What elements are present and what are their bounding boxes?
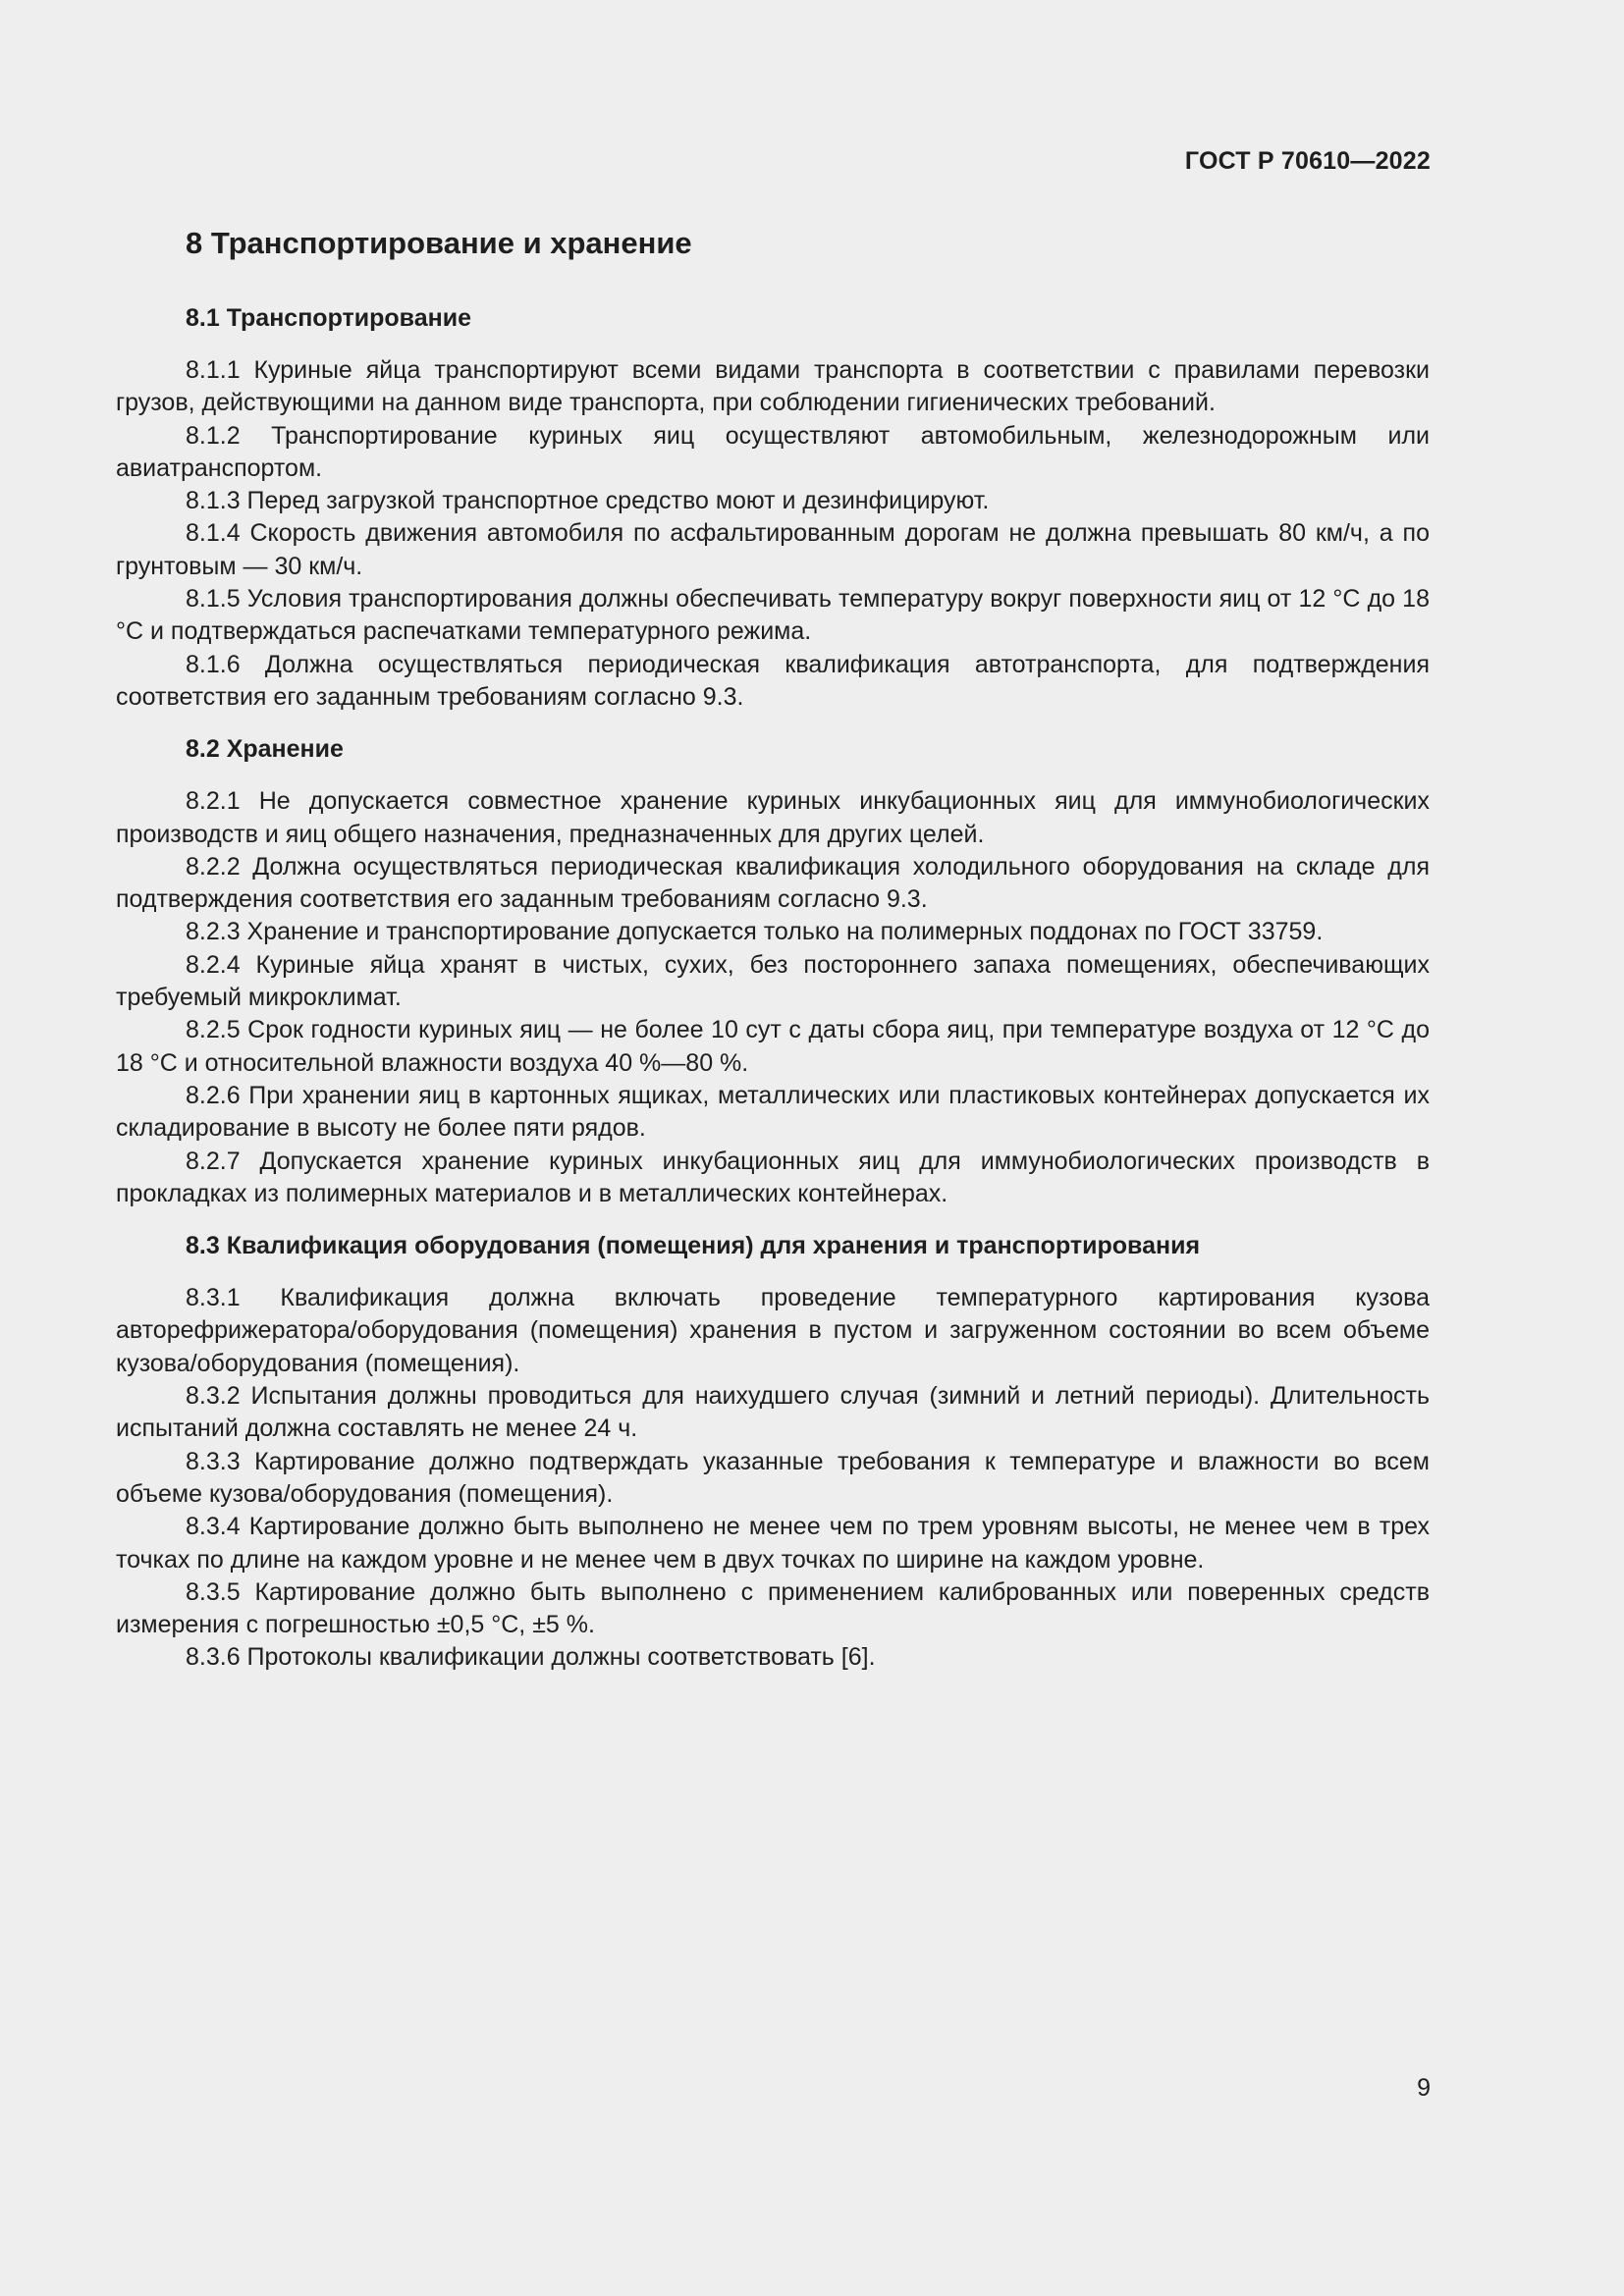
paragraph-8-3-4: 8.3.4 Картирование должно быть выполнено не менее чем по трем уровням высоты, не менее чем в трех точках по длине на каждом уровне и не менее чем в двух точках по ширине на каждом уровне. bbox=[116, 1513, 1430, 1574]
paragraph-8-2-3: 8.2.3 Хранение и транспортирование допускается только на полимерных поддонах по ГОСТ 33759. bbox=[186, 918, 1324, 946]
paragraph-8-2-4: 8.2.4 Куриные яйца хранят в чистых, сухих, без постороннего запаха помещениях, обеспечивающих требуемый микроклимат. bbox=[116, 950, 1430, 1012]
paragraph-8-1-3: 8.1.3 Перед загрузкой транспортное средство моют и дезинфицируют. bbox=[186, 487, 990, 515]
paragraph-8-1-5: 8.1.5 Условия транспортирования должны обеспечивать температуру вокруг поверхности яиц от 12 °С до 18 °С и подтверждаться распечатками температурного режима. bbox=[116, 585, 1430, 646]
paragraph-8-1-2: 8.1.2 Транспортирование куриных яиц осуществляют автомобильным, железнодорожным или авиатранспортом. bbox=[116, 421, 1430, 482]
document-body bbox=[116, 224, 1430, 1694]
paragraph-8-2-2: 8.2.2 Должна осуществляться периодическая квалификация холодильного оборудования на складе для подтверждения соответствия его заданным требованиям согласно 9.3. bbox=[116, 852, 1430, 914]
section-title: 8 Транспортирование и хранение bbox=[186, 226, 692, 260]
document-code: ГОСТ Р 70610—2022 bbox=[1184, 147, 1431, 175]
paragraph-8-1-4: 8.1.4 Скорость движения автомобиля по асфальтированным дорогам не должна превышать 80 км/ч, а по грунтовым — 30 км/ч. bbox=[116, 519, 1430, 580]
subsection-title: 8.2 Хранение bbox=[186, 735, 344, 764]
paragraph-8-1-6: 8.1.6 Должна осуществляться периодическая квалификация автотранспорта, для подтверждения соответствия его заданным требованиям согласно 9.3. bbox=[116, 650, 1430, 711]
paragraph-8-3-3: 8.3.3 Картирование должно подтверждать указанные требования к температуре и влажности во всем объеме кузова/оборудования (помещения). bbox=[116, 1447, 1430, 1508]
paragraph-8-2-7: 8.2.7 Допускается хранение куриных инкубационных яиц для иммунобиологических производств в прокладках из полимерных материалов и в металлических контейнерах. bbox=[116, 1147, 1430, 1207]
paragraph-8-1-1: 8.1.1 Куриные яйца транспортируют всеми видами транспорта в соответствии с правилами перевозки грузов, действующими на данном виде транспорта, при соблюдении гигиенических требований. bbox=[116, 356, 1430, 417]
paragraph-8-3-5: 8.3.5 Картирование должно быть выполнено с применением калиброванных или поверенных средств измерения с погрешностью ±0,5 °С, ±5 %. bbox=[116, 1577, 1430, 1639]
subsection-storage bbox=[116, 733, 1430, 1210]
subsection-title: 8.1 Транспортирование bbox=[186, 304, 471, 332]
paragraph-8-3-2: 8.3.2 Испытания должны проводиться для наихудшего случая (зимний и летний периоды). Длительность испытаний должна составлять не менее 24 ч. bbox=[116, 1382, 1430, 1443]
paragraph-8-2-6: 8.2.6 При хранении яиц в картонных ящиках, металлических или пластиковых контейнерах допускается их складирование в высоту не более пяти рядов. bbox=[116, 1081, 1430, 1143]
page-number: 9 bbox=[1417, 2074, 1431, 2102]
paragraph-8-3-6: 8.3.6 Протоколы квалификации должны соответствовать [6]. bbox=[186, 1643, 876, 1672]
paragraph-8-3-1: 8.3.1 Квалификация должна включать проведение температурного картирования кузова авторефрижератора/оборудования (помещения) хранения в пустом и загруженном состоянии во всем объеме кузова/оборудования (помещения). bbox=[116, 1284, 1430, 1377]
paragraph-8-2-1: 8.2.1 Не допускается совместное хранение куриных инкубационных яиц для иммунобиологических производств и яиц общего назначения, предназначенных для других целей. bbox=[116, 787, 1430, 848]
paragraph-8-2-5: 8.2.5 Срок годности куриных яиц — не более 10 сут с даты сбора яиц, при температуре воздуха от 12 °С до 18 °С и относительной влажности воздуха 40 %—80 %. bbox=[116, 1016, 1430, 1077]
subsection-transport bbox=[116, 302, 1430, 714]
subsection-qualification bbox=[116, 1230, 1430, 1675]
subsection-title: 8.3 Квалификация оборудования (помещения) для хранения и транспортирования bbox=[186, 1232, 1201, 1260]
